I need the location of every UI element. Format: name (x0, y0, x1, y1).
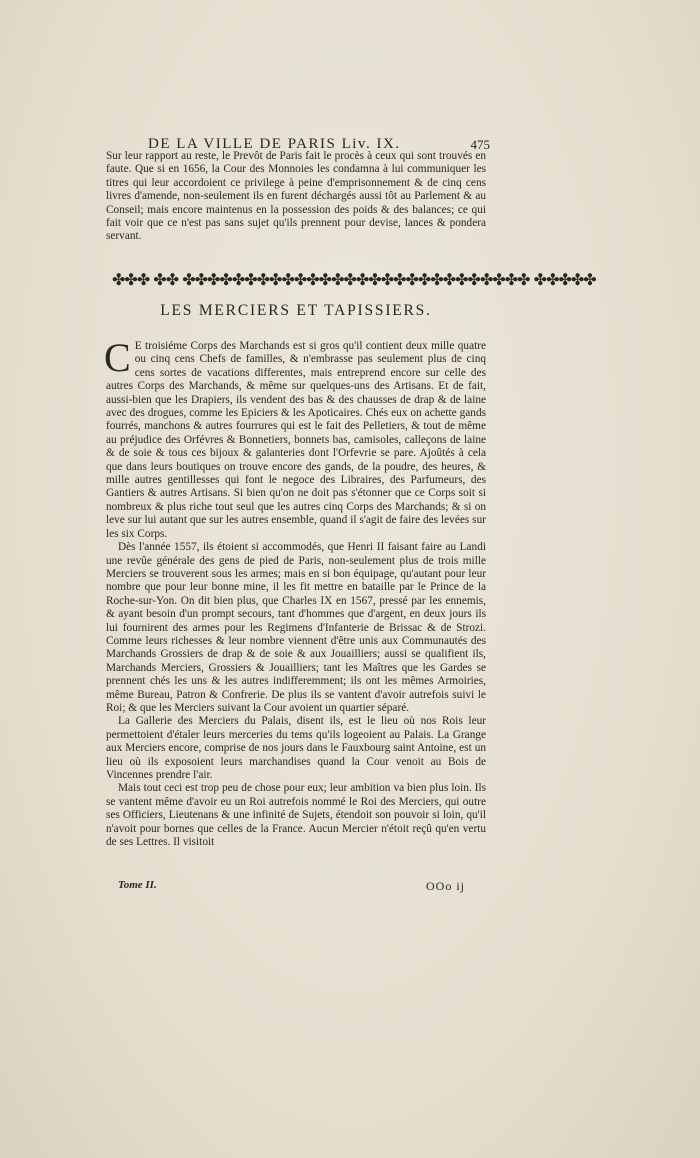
tome-label: Tome II. (118, 879, 157, 891)
paragraph-1 (104, 335, 486, 541)
drop-cap: C (104, 335, 131, 380)
paragraph-3: La Gallerie des Merciers du Palais, disent ils, est le lieu où nos Rois leur permettoient d'étaler leurs merceries du tems qu'ils logeoient au Palais. La Grange aux Merciers encore, comprise de nos jours dans le Fauxbourg saint Antoine, est un lieu où ils exposoient leurs marchandises quand la Cour venoit au Bois de Vincennes prendre l'air. (106, 715, 486, 781)
paragraph-4: Mais tout ceci est trop peu de chose pour eux; leur ambition va bien plus loin. Ils se vantent même d'avoir eu un Roi autrefois nommé le Roi des Merciers, qui outre ses Officiers, Lieutenans & une infinité de Sujets, étendoit son pouvoir si loin, qu'il n'avoit pour bornes que celles de la France. Aucun Mercier n'étoit reçû qu'en vertu de ses Lettres. Il visitoit (106, 782, 486, 849)
running-title: DE LA VILLE DE PARIS Liv. IX. (148, 136, 401, 152)
signature-mark: OOo ij (426, 879, 465, 893)
paragraph-2: Dès l'année 1557, ils étoient si accommodés, que Henri II faisant faire au Landi une revûe générale des gens de pied de Paris, non-seulement plus de trois mille Merciers se trouverent sous les armes; mais en si bon équipage, qu'autant pour leur nombre que pour leur bonne mine, il les fit mettre en bataille par le Prince de la Roche-sur-Yon. On dit bien plus, que Charles IX en 1567, pressé par les ennemis, & ayant besoin d'un prompt secours, tant d'hommes que d'argent, en deux jours ils lui fournirent des armes pour les Regimens d'Infanterie de Brissac & de Strozi. Comme leurs richesses & leur nombre viennent d'être unis aux Communautés des Marchands Grossiers de drap & de soie & aux Jouailliers; aussi se qualifient ils, Marchands Merciers, Grossiers & Jouailliers; tant les Maîtres que les Gardes se prennent chés les uns & les autres indifferemment; ils ont les mêmes Armoiries, même Bureau, Patron & Confrerie. De plus ils se vantent d'avoir autrefois suivi le Roi; & que les Merciers suivant la Cour avoient un quartier séparé. (106, 541, 486, 714)
page-footer (118, 879, 484, 895)
top-paragraph: Sur leur rapport au reste, le Prevôt de Paris fait le procès à ceux qui sont trouvés en faute. Que si en 1656, la Cour des Monnoies les condamna à lui communiquer les titres qui leur accordoient ce privilege à peine d'emprisonnement & de cinq cens livres d'amende, non-seulement ils en furent déchargés aussi tôt au Parlement & au Conseil; mais encore maintenus en la possession des poids & des balances; ce qui fait voir que ce n'est pas sans sujet qu'ils prennent pour devise, lances & pondera servant. (106, 150, 486, 243)
top-paragraph-block (106, 150, 486, 244)
paragraph-1-text: E troisiéme Corps des Marchands est si gros qu'il contient deux mille quatre ou cinq cens Chefs de familles, & n'embrasse pas seulement plus de cinq cens sortes de vacations differentes, mais entreprend encore sur celle des autres Corps des Marchands, & même sur quelques-uns des Artisans. Et de fait, aussi-bien que les Drapiers, ils vendent des bas & des chausses de drap & de laine avec des drogues, comme les Epiciers & les Apoticaires. Chés eux on achette gands fourrés, manchons & autres fourrures qui est le fait des Pelletiers, & tout de même au préjudice des Orfévres & Bonnetiers, bonnets bas, camisoles, calleçons de laine & de soie & tous ces bijoux & galanteries dont l'Orfevrie se pare. Ajoûtés à cela que dans leurs boutiques on trouve encore des gands, de la poudre, des heures, & mille autres gentillesses qui font le negoce des Libraires, des Parfumeurs, des Gantiers & autres Artisans. Si bien qu'on ne doit pas s'étonner que ce Corps soit si nombreux & plus riche tout seul que les autres cinq Corps des Marchands; & si on leve sur lui autant que sur les autres ensemble, quand il s'agit de faire des levées sur les six Corps. (106, 340, 486, 540)
page-number: 475 (470, 137, 490, 152)
ornament-band: ✤✤✤ ✤✤ ✤✤✤✤✤✤✤✤✤✤✤✤✤✤✤✤✤✤✤✤✤✤✤✤✤✤✤✤ ✤✤✤✤✤ (112, 270, 596, 289)
section-title: LES MERCIERS ET TAPISSIERS. (160, 302, 432, 319)
main-text (104, 335, 486, 849)
